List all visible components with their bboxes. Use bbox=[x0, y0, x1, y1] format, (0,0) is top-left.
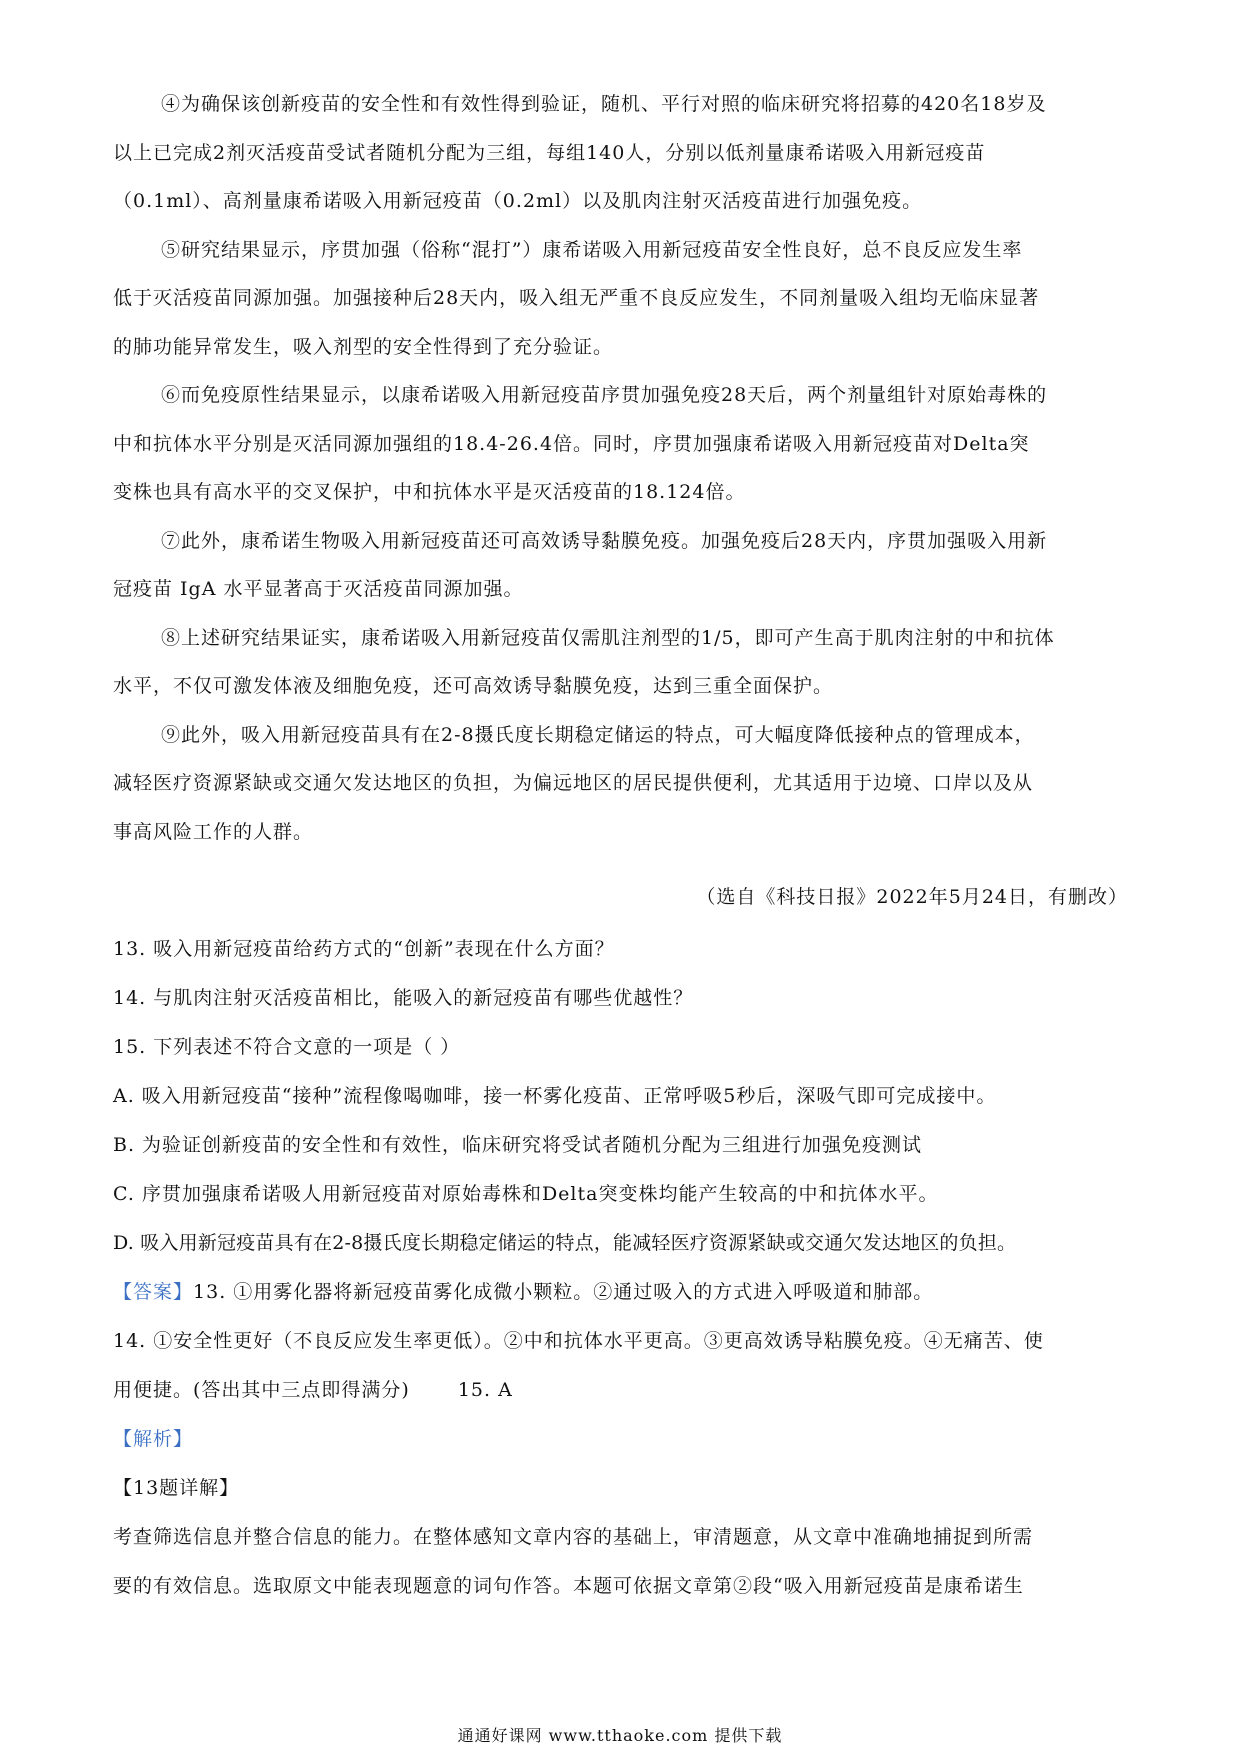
option-d: D. 吸入用新冠疫苗具有在2-8摄氏度长期稳定储运的特点，能减轻医疗资源紧缺或交通欠发达地区的负担。 bbox=[113, 1232, 1017, 1254]
paragraph-8-line-1: ⑧上述研究结果证实，康希诺吸入用新冠疫苗仅需肌注剂型的1/5，即可产生高于肌肉注射的中和抗体 bbox=[161, 626, 1055, 649]
question-15: 15. 下列表述不符合文意的一项是（ ） bbox=[113, 1036, 461, 1058]
answer-14-continued: 用便捷。(答出其中三点即得满分) bbox=[113, 1379, 410, 1401]
article-body bbox=[113, 80, 1133, 856]
question-13: 13. 吸入用新冠疫苗给药方式的“创新”表现在什么方面？ bbox=[113, 938, 615, 960]
paragraph-6-line-1: ⑥而免疫原性结果显示，以康希诺吸入用新冠疫苗序贯加强免疫28天后，两个剂量组针对原始毒株的 bbox=[161, 384, 1048, 406]
paragraph-4-line-1: ④为确保该创新疫苗的安全性和有效性得到验证，随机、平行对照的临床研究将招募的420名18岁及 bbox=[161, 93, 1047, 115]
analysis-heading bbox=[113, 1415, 1133, 1464]
paragraph-7-line-1: ⑦此外，康希诺生物吸入用新冠疫苗还可高效诱导黏膜免疫。加强免疫后28天内，序贯加强吸入用新 bbox=[161, 529, 1048, 552]
paragraph-8-line-2: 水平，不仅可激发体液及细胞免疫，还可高效诱导黏膜免疫，达到三重全面保护。 bbox=[113, 675, 834, 697]
paragraph-4-line-3: （0.1ml）、高剂量康希诺吸入用新冠疫苗（0.2ml）以及肌肉注射灭活疫苗进行加强免疫。 bbox=[113, 190, 923, 212]
paragraph-9-line-2: 减轻医疗资源紧缺或交通欠发达地区的负担，为偏远地区的居民提供便利，尤其适用于边境、口岸以及从 bbox=[113, 772, 1034, 794]
answer-tag: 【答案】 bbox=[113, 1281, 194, 1303]
paragraph-6-line-2: 中和抗体水平分别是灭活同源加强组的18.4-26.4倍。同时，序贯加强康希诺吸入用新冠疫苗对Delta突 bbox=[113, 432, 1030, 455]
paragraph-5-line-3: 的肺功能异常发生，吸入剂型的安全性得到了充分验证。 bbox=[113, 335, 614, 358]
page-footer: 通通好课网 www.tthaoke.com 提供下载 bbox=[457, 1726, 783, 1745]
option-b: B. 为验证创新疫苗的安全性和有效性，临床研究将受试者随机分配为三组进行加强免疫测试 bbox=[113, 1134, 923, 1156]
questions-and-answers bbox=[113, 925, 1133, 1611]
analysis-tag: 【解析】 bbox=[113, 1428, 194, 1450]
answer-15: 15. A bbox=[457, 1379, 513, 1401]
answer-13: 13. ①用雾化器将新冠疫苗雾化成微小颗粒。②通过吸入的方式进入呼吸道和肺部。 bbox=[193, 1281, 934, 1303]
paragraph-7-line-2: 冠疫苗 IgA 水平显著高于灭活疫苗同源加强。 bbox=[113, 578, 524, 600]
paragraph-9-line-3: 事高风险工作的人群。 bbox=[113, 820, 314, 843]
paragraph-4-line-2: 以上已完成2剂灭活疫苗受试者随机分配为三组，每组140人，分别以低剂量康希诺吸入用新冠疫苗 bbox=[113, 141, 986, 164]
paragraph-5-line-1: ⑤研究结果显示，序贯加强（俗称“混打”）康希诺吸入用新冠疫苗安全性良好，总不良反应发生率 bbox=[161, 238, 1023, 261]
question-14: 14. 与肌肉注射灭活疫苗相比，能吸入的新冠疫苗有哪些优越性？ bbox=[113, 987, 694, 1009]
answer-line bbox=[113, 1268, 1133, 1317]
analysis-text-line-1: 考查筛选信息并整合信息的能力。在整体感知文章内容的基础上，审清题意，从文章中准确地捕捉到所需 bbox=[113, 1526, 1034, 1548]
paragraph-5-line-2: 低于灭活疫苗同源加强。加强接种后28天内，吸入组无严重不良反应发生，不同剂量吸入组均无临床显著 bbox=[113, 287, 1040, 309]
answer-14-line-2 bbox=[113, 1366, 1133, 1415]
article-source: （选自《科技日报》2022年5月24日，有删改） bbox=[696, 886, 1128, 908]
option-c: C. 序贯加强康希诺吸人用新冠疫苗对原始毒株和Delta突变株均能产生较高的中和抗体水平。 bbox=[113, 1183, 939, 1205]
answer-14-line-1: 14. ①安全性更好（不良反应发生率更低）。②中和抗体水平更高。③更高效诱导粘膜免疫。④无痛苦、使 bbox=[113, 1330, 1044, 1352]
detail-13-heading: 【13题详解】 bbox=[113, 1477, 240, 1499]
paragraph-6-line-3: 变株也具有高水平的交叉保护，中和抗体水平是灭活疫苗的18.124倍。 bbox=[113, 481, 746, 503]
analysis-text-line-2: 要的有效信息。选取原文中能表现题意的词句作答。本题可依据文章第②段“吸入用新冠疫苗是康希诺生 bbox=[113, 1575, 1024, 1597]
paragraph-9-line-1: ⑨此外，吸入用新冠疫苗具有在2-8摄氏度长期稳定储运的特点，可大幅度降低接种点的管理成本， bbox=[161, 723, 1035, 746]
option-a: A. 吸入用新冠疫苗“接种”流程像喝咖啡，接一杯雾化疫苗、正常呼吸5秒后，深吸气即可完成接中。 bbox=[113, 1085, 997, 1107]
